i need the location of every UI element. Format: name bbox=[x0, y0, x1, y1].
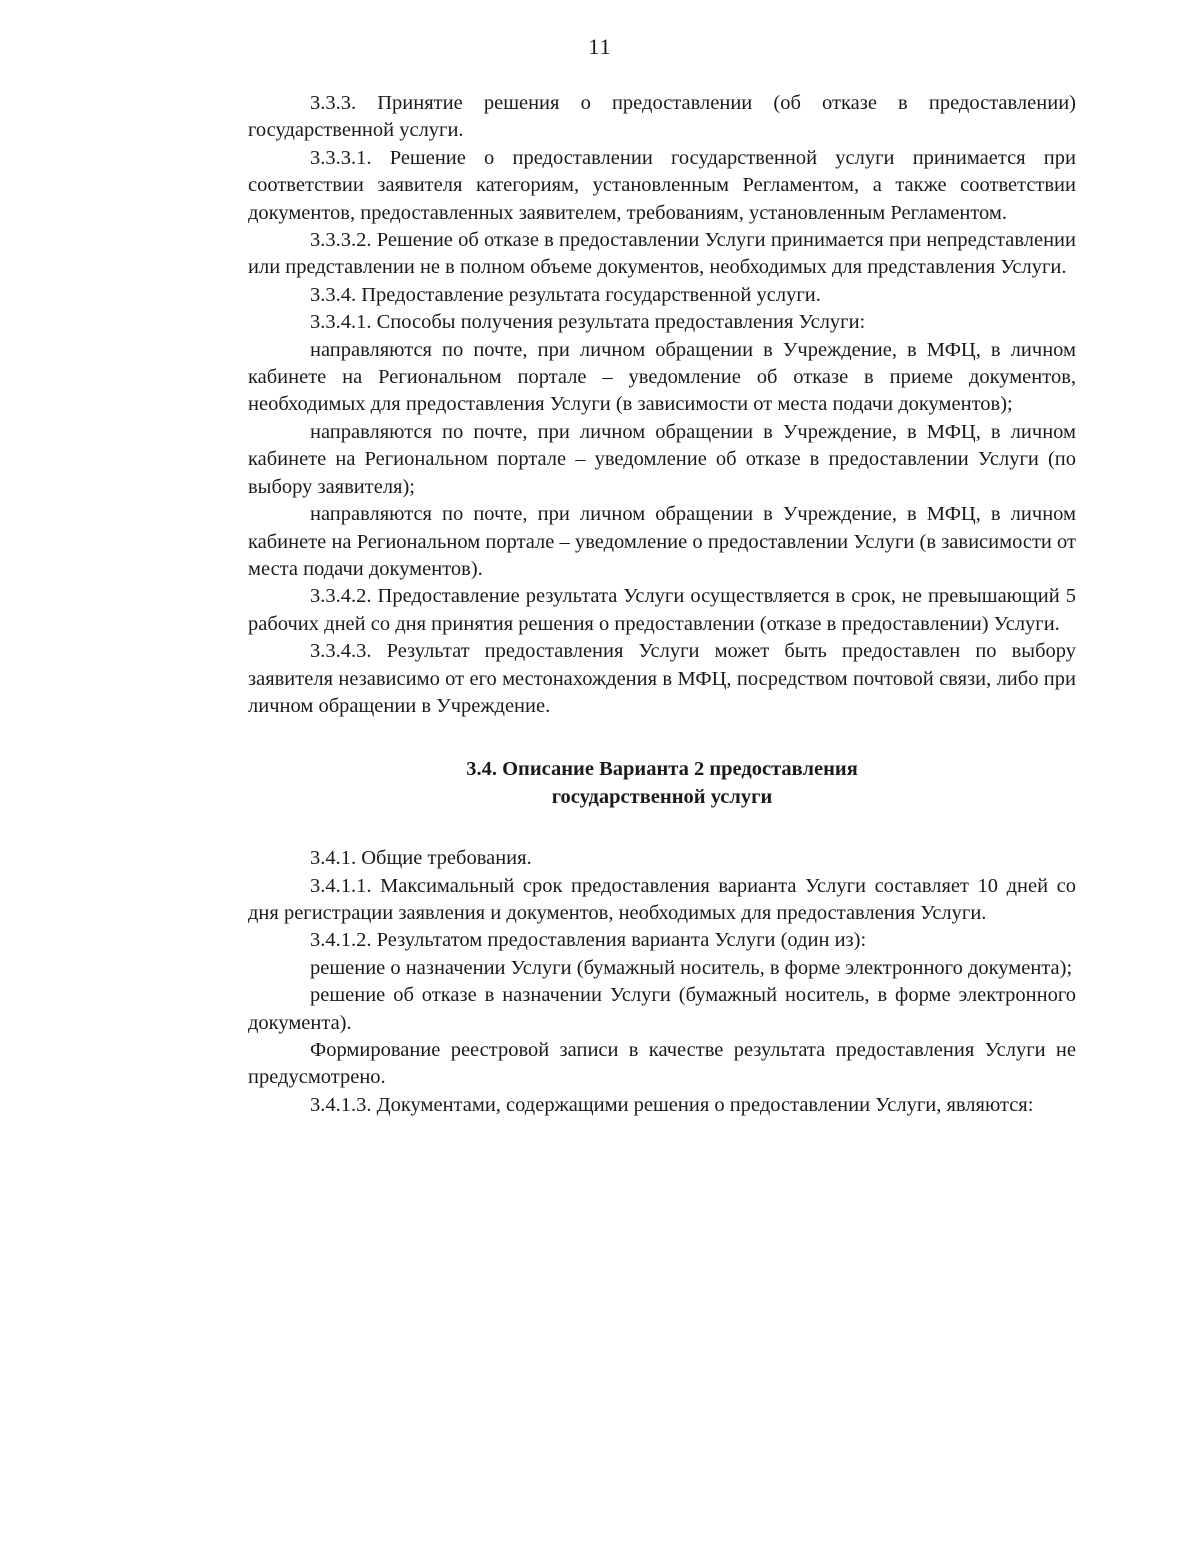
paragraph: решение о назначении Услуги (бумажный носитель, в форме электронного документа); bbox=[310, 956, 1073, 979]
paragraph: 3.4.1.3. Документами, содержащими решения о предоставлении Услуги, являются: bbox=[310, 1093, 1034, 1116]
paragraph: 3.3.4.3. Результат предоставления Услуги может быть предоставлен по выбору заявителя независимо от его местонахождения в МФЦ, посредством почтовой связи, либо при личном обращении в Учреждение. bbox=[248, 640, 1076, 717]
paragraph: Формирование реестровой записи в качестве результата предоставления Услуги не предусмотрено. bbox=[248, 1039, 1076, 1089]
section-heading-line: государственной услуги bbox=[551, 785, 773, 808]
paragraph: 3.3.4. Предоставление результата государственной услуги. bbox=[310, 283, 821, 306]
paragraph: 3.4.1.1. Максимальный срок предоставления варианта Услуги составляет 10 дней со дня регистрации заявления и документов, необходимых для предоставления Услуги. bbox=[248, 874, 1076, 924]
section-heading-line: 3.4. Описание Варианта 2 предоставления bbox=[466, 758, 858, 781]
paragraph: направляются по почте, при личном обращении в Учреждение, в МФЦ, в личном кабинете на Региональном портале – уведомление об отказе в предоставлении Услуги (по выбору заявителя); bbox=[248, 420, 1076, 498]
page-number: 11 bbox=[588, 34, 612, 59]
paragraph: направляются по почте, при личном обращении в Учреждение, в МФЦ, в личном кабинете на Региональном портале – уведомление о предоставлении Услуги (в зависимости от места подачи документов). bbox=[248, 503, 1076, 580]
paragraph: 3.3.3.1. Решение о предоставлении государственной услуги принимается при соответствии заявителя категориям, установленным Регламентом, а также соответствии документов, предоставленных заявителем, требованиям, установленным Регламентом. bbox=[248, 146, 1076, 224]
paragraph: решение об отказе в назначении Услуги (бумажный носитель, в форме электронного документа). bbox=[248, 984, 1076, 1034]
paragraph: 3.3.4.2. Предоставление результата Услуги осуществляется в срок, не превышающий 5 рабочих дней со дня принятия решения о предоставлении (отказе в предоставлении) Услуги. bbox=[248, 585, 1076, 635]
paragraph: 3.3.3.2. Решение об отказе в предоставлении Услуги принимается при непредставлении или представлении не в полном объеме документов, необходимых для представления Услуги. bbox=[248, 229, 1076, 279]
document-body bbox=[248, 90, 1076, 1119]
paragraph: 3.4.1.2. Результатом предоставления варианта Услуги (один из): bbox=[310, 929, 867, 952]
section-heading bbox=[248, 756, 1076, 811]
paragraph: направляются по почте, при личном обращении в Учреждение, в МФЦ, в личном кабинете на Региональном портале – уведомление об отказе в приеме документов, необходимых для предоставления Услуги (в зависимости от места подачи документов); bbox=[248, 338, 1076, 416]
paragraph: 3.4.1. Общие требования. bbox=[310, 847, 532, 870]
paragraph: 3.3.3. Принятие решения о предоставлении (об отказе в предоставлении) государственной услуги. bbox=[248, 92, 1076, 142]
paragraph: 3.3.4.1. Способы получения результата предоставления Услуги: bbox=[310, 311, 866, 334]
